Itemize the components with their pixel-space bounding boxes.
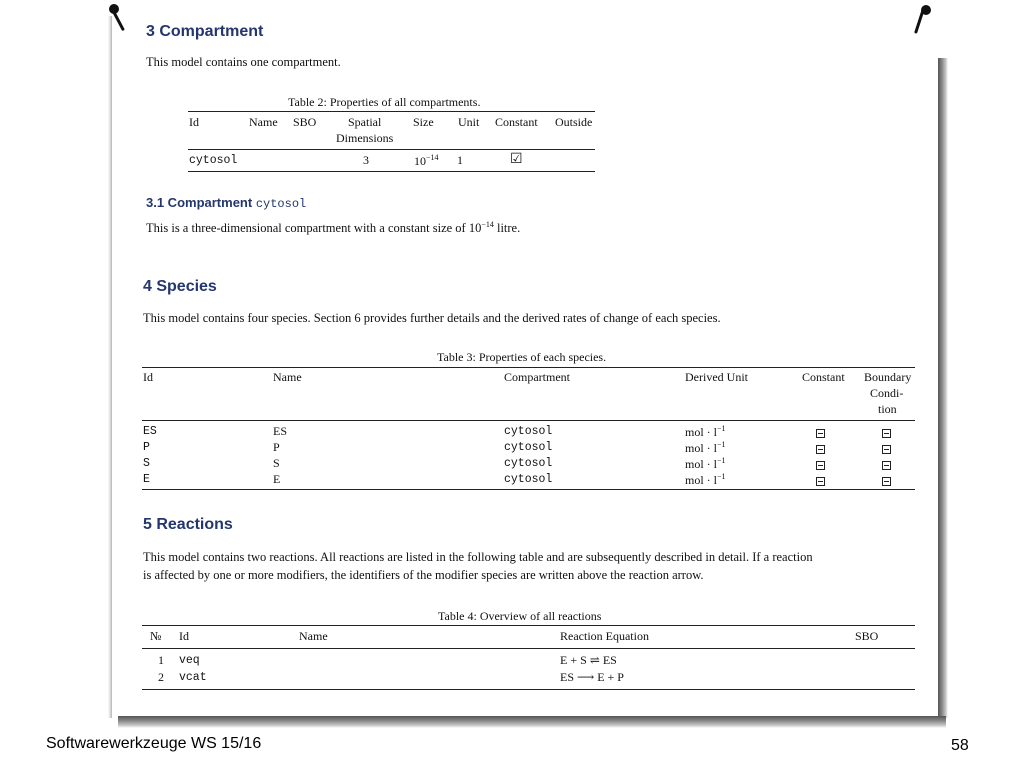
species-id: P — [143, 441, 150, 454]
species-id: S — [143, 457, 150, 470]
constant-unchecked-icon — [816, 443, 825, 458]
table-2-bottom-rule — [188, 171, 595, 172]
section-3-1-heading-text: 3.1 Compartment — [146, 195, 253, 210]
pin-right-head-icon — [921, 5, 931, 15]
table-4-header-equation: Reaction Equation — [560, 629, 649, 643]
species-compartment: cytosol — [504, 457, 553, 470]
constant-unchecked-icon — [816, 427, 825, 442]
table-3-header-tion: tion — [878, 402, 897, 416]
table-2-header-dimensions: Dimensions — [336, 131, 394, 145]
species-unit-exponent: −1 — [717, 456, 726, 465]
table-3-header-unit: Derived Unit — [685, 370, 748, 384]
table-2-header-constant: Constant — [495, 115, 538, 129]
species-compartment: cytosol — [504, 441, 553, 454]
table-2-cell-id: cytosol — [189, 154, 238, 167]
species-unit-exponent: −1 — [717, 440, 726, 449]
species-name: E — [273, 472, 281, 486]
table-2-mid-rule — [188, 149, 595, 150]
footer-page-number: 58 — [951, 737, 969, 754]
species-unit-exponent: −1 — [717, 424, 726, 433]
species-unit-base: mol · l — [685, 473, 717, 487]
table-2-top-rule — [188, 111, 595, 112]
species-id: E — [143, 473, 150, 486]
reaction-1-num: 1 — [158, 653, 164, 667]
species-unit-base: mol · l — [685, 441, 717, 455]
species-name: P — [273, 440, 280, 454]
section-4-heading: 4 Species — [143, 278, 217, 295]
table-3-mid-rule — [142, 420, 915, 421]
table-3-header-name: Name — [273, 370, 302, 384]
table-4-header-name: Name — [299, 629, 328, 643]
table-4-header-id: Id — [179, 629, 189, 643]
table-4-mid-rule — [142, 648, 915, 649]
table-2-cell-dimensions: 3 — [363, 153, 369, 167]
reaction-2-id: vcat — [179, 671, 207, 684]
table-4-caption: Table 4: Overview of all reactions — [438, 609, 602, 623]
section-3-1-text-main: This is a three-dimensional compartment with a constant size of 10 — [146, 221, 482, 236]
table-3-header-condi: Condi- — [870, 386, 904, 400]
constant-unchecked-icon — [816, 459, 825, 474]
section-3-1-text — [146, 220, 520, 236]
table-3-header-constant: Constant — [802, 370, 845, 384]
size-base: 10 — [414, 154, 426, 168]
table-4-header-sbo: SBO — [855, 629, 879, 643]
section-3-1-heading-id: cytosol — [255, 197, 307, 211]
boundary-unchecked-icon — [882, 443, 891, 458]
boundary-unchecked-icon — [882, 427, 891, 442]
section-3-1-text-exponent: −14 — [481, 220, 494, 229]
table-2-header-sbo: SBO — [293, 115, 317, 129]
sheet-shadow-bottom — [118, 716, 946, 728]
reaction-1-id: veq — [179, 654, 200, 667]
table-3-header-compartment: Compartment — [504, 370, 570, 384]
constant-unchecked-icon — [816, 475, 825, 490]
table-3-top-rule — [142, 367, 915, 368]
section-5-intro-line2: is affected by one or more modifiers, the identifiers of the modifier species are written above the reaction arrow. — [143, 568, 704, 582]
section-3-intro: This model contains one compartment. — [146, 55, 341, 69]
table-2-header-outside: Outside — [555, 115, 593, 129]
section-5-intro-line1: This model contains two reactions. All reactions are listed in the following table and are subsequently described in detail. If a reaction — [143, 550, 813, 564]
table-4-header-num: № — [150, 629, 162, 643]
table-3-bottom-rule — [142, 489, 915, 490]
table-2-header-name: Name — [249, 115, 278, 129]
section-3-1-text-end: litre. — [493, 221, 521, 236]
reaction-2-num: 2 — [158, 670, 164, 684]
section-3-1-heading — [146, 195, 306, 211]
constant-checkbox-icon: ☑ — [510, 152, 523, 167]
species-compartment: cytosol — [504, 425, 553, 438]
sheet-shadow-right — [938, 58, 948, 718]
species-unit — [685, 472, 726, 488]
table-2-header-id: Id — [189, 115, 199, 129]
boundary-unchecked-icon — [882, 475, 891, 490]
species-unit-exponent: −1 — [717, 472, 726, 481]
species-unit-base: mol · l — [685, 425, 717, 439]
table-4-top-rule — [142, 625, 915, 626]
section-4-intro: This model contains four species. Section 6 provides further details and the derived rates of change of each species. — [143, 311, 721, 325]
table-3-header-id: Id — [143, 370, 153, 384]
species-unit-base: mol · l — [685, 457, 717, 471]
boundary-unchecked-icon — [882, 459, 891, 474]
table-2-header-size: Size — [413, 115, 434, 129]
species-name: ES — [273, 424, 288, 438]
species-id: ES — [143, 425, 157, 438]
table-3-header-boundary: Boundary — [864, 370, 912, 384]
section-5-heading: 5 Reactions — [143, 516, 233, 533]
table-2-cell-unit: 1 — [457, 153, 463, 167]
footer-course: Softwarewerkzeuge WS 15/16 — [46, 735, 262, 752]
table-2-header-unit: Unit — [458, 115, 480, 129]
table-2-caption: Table 2: Properties of all compartments. — [288, 95, 481, 109]
table-2-header-spatial: Spatial — [348, 115, 382, 129]
species-unit — [685, 424, 726, 440]
species-unit — [685, 456, 726, 472]
table-2-cell-size — [414, 153, 439, 169]
table-3-caption: Table 3: Properties of each species. — [437, 350, 607, 364]
pin-left-head-icon — [109, 4, 119, 14]
species-unit — [685, 440, 726, 456]
section-3-heading: 3 Compartment — [146, 23, 264, 40]
species-name: S — [273, 456, 280, 470]
table-4-bottom-rule — [142, 689, 915, 690]
reaction-1-equation: E + S ⇌ ES — [560, 653, 617, 667]
species-compartment: cytosol — [504, 473, 553, 486]
reaction-2-equation: ES ⟶ E + P — [560, 670, 624, 684]
size-exponent: −14 — [426, 153, 439, 162]
